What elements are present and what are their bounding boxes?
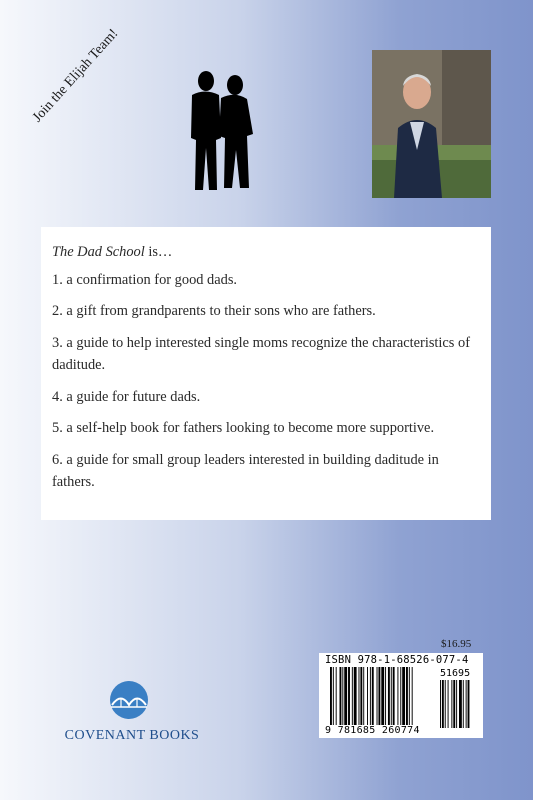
list-item-6: 6. a guide for small group leaders interested in building daditude in fathers. xyxy=(52,451,439,490)
barcode-bar xyxy=(340,667,342,725)
barcode-bar xyxy=(400,667,401,725)
barcode-bar xyxy=(412,667,413,725)
addon-barcode-bar xyxy=(451,680,452,728)
barcode-bar xyxy=(330,667,332,725)
barcode-bar xyxy=(409,667,410,725)
barcode-bar xyxy=(378,667,380,725)
list-item-4: 4. a guide for future dads. xyxy=(52,388,201,405)
list-item-1: 1. a confirmation for good dads. xyxy=(52,271,238,288)
list-item-3: 3. a guide to help interested single moms recognize the characteristics of daditude. xyxy=(52,334,470,373)
barcode-bar xyxy=(372,667,374,725)
barcode-bar xyxy=(342,667,343,725)
barcode-bar xyxy=(336,667,337,725)
barcode-bar xyxy=(406,667,408,725)
barcode-bar xyxy=(402,667,405,725)
ean-number: 9 781685 260774 xyxy=(325,725,420,736)
description-panel xyxy=(41,227,491,520)
intro-line xyxy=(52,241,481,264)
barcode-bar xyxy=(348,667,350,725)
barcode-bar xyxy=(359,667,360,725)
barcode-bar xyxy=(333,667,334,725)
barcode-bar xyxy=(354,667,357,725)
intro-suffix: is… xyxy=(144,244,173,260)
addon-barcode-bar xyxy=(466,680,467,728)
list-item-5: 5. a self-help book for fathers looking to become more supportive. xyxy=(52,420,435,436)
barcode-bar xyxy=(360,667,362,725)
tagline: Join the Elijah Team! xyxy=(30,26,122,126)
price-label: $16.95 xyxy=(441,638,472,650)
addon-barcode-image xyxy=(440,680,480,728)
addon-barcode-bar xyxy=(440,680,441,728)
addon-barcode-bar xyxy=(442,680,444,728)
barcode-bar xyxy=(385,667,386,725)
addon-code: 51695 xyxy=(440,668,471,679)
addon-barcode-bar xyxy=(468,680,470,728)
barcode-bar xyxy=(381,667,384,725)
barcode-bar xyxy=(388,667,390,725)
barcode-bar xyxy=(352,667,353,725)
publisher-name: COVENANT BOOKS xyxy=(64,728,200,743)
covenant-books-logo-icon xyxy=(103,680,155,720)
barcode-bar xyxy=(344,667,347,725)
father-son-silhouette-image xyxy=(183,68,263,193)
addon-barcode-bar xyxy=(448,680,449,728)
barcode-bar xyxy=(397,667,398,725)
barcode-bar xyxy=(370,667,371,725)
book-title: The Dad School xyxy=(52,244,145,260)
addon-barcode-bar xyxy=(453,680,455,728)
addon-barcode-bar xyxy=(445,680,446,728)
list-item-2: 2. a gift from grandparents to their sons who are fathers. xyxy=(52,303,376,319)
barcode-bar xyxy=(391,667,392,725)
isbn-text: ISBN 978-1-68526-077-4 xyxy=(325,654,469,666)
barcode-bar xyxy=(367,667,368,725)
barcode-image xyxy=(330,667,435,725)
barcode-bar xyxy=(377,667,378,725)
addon-barcode-bar xyxy=(456,680,457,728)
barcode-bar xyxy=(393,667,395,725)
addon-barcode-bar xyxy=(463,680,464,728)
barcode-bar xyxy=(363,667,364,725)
addon-barcode-bar xyxy=(459,680,462,728)
author-photo xyxy=(372,50,491,198)
author-photo-image xyxy=(372,50,491,198)
